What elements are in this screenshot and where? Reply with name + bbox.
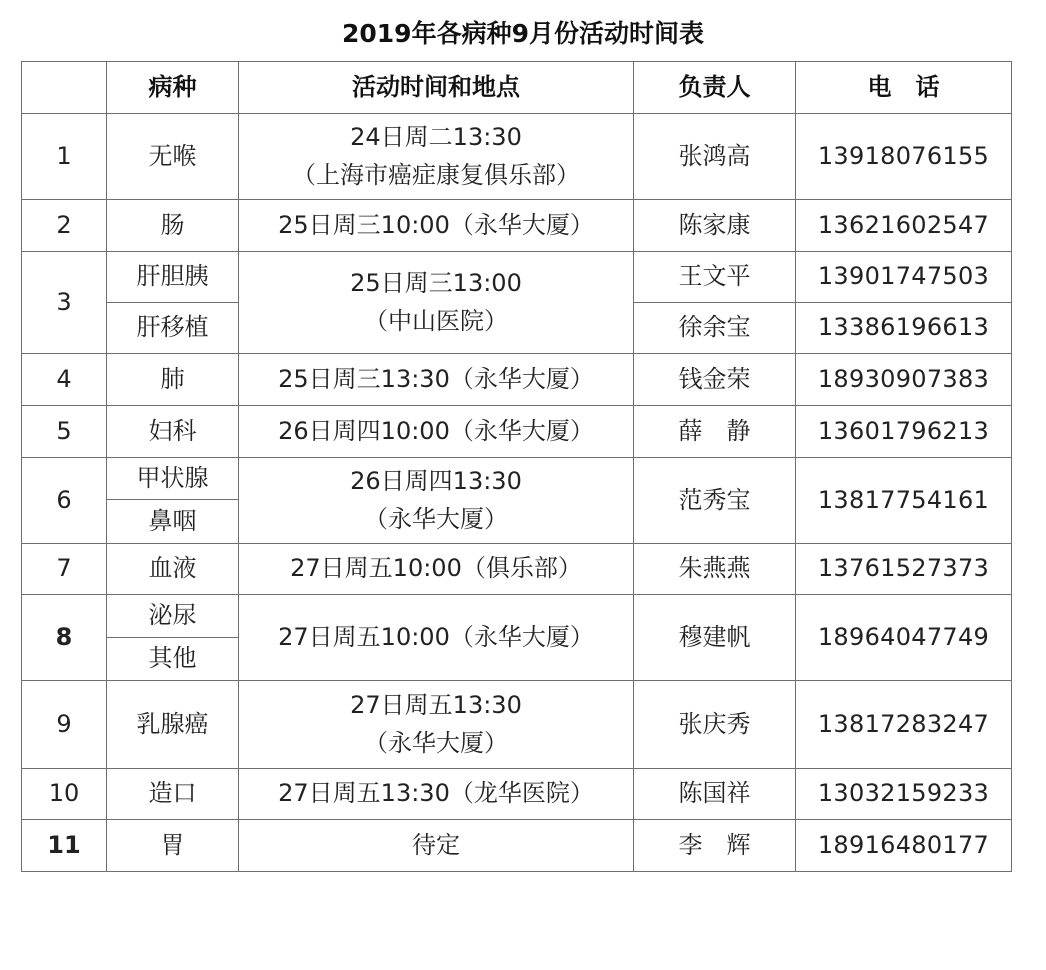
row-index: 2 — [22, 200, 107, 252]
person-cell: 钱金荣 — [634, 354, 796, 406]
phone-cell: 13817754161 — [796, 458, 1012, 544]
place-line: （中山医院） — [364, 306, 508, 335]
header-index — [22, 62, 107, 114]
page-title: 2019年各病种9月份活动时间表 — [342, 19, 704, 48]
schedule-table — [21, 61, 1012, 872]
phone-cell: 13817283247 — [796, 681, 1012, 769]
phone-cell: 13386196613 — [796, 303, 1012, 354]
phone-cell: 18916480177 — [796, 820, 1012, 872]
header-phone: 电 话 — [796, 62, 1012, 114]
phone-cell: 13621602547 — [796, 200, 1012, 252]
table-row — [22, 769, 1012, 820]
row-index: 8 — [22, 595, 107, 681]
phone-cell: 18930907383 — [796, 354, 1012, 406]
phone-cell: 18964047749 — [796, 595, 1012, 681]
time-line: 24日周二13:30 — [350, 123, 522, 152]
time-place-cell: 25日周三13:30（永华大厦） — [239, 354, 634, 406]
phone-cell: 13601796213 — [796, 406, 1012, 458]
disease-cell: 肺 — [107, 354, 239, 406]
time-place-cell — [239, 252, 634, 354]
row-index: 3 — [22, 252, 107, 354]
header-person: 负责人 — [634, 62, 796, 114]
disease-cell: 无喉 — [107, 114, 239, 200]
disease-cell: 造口 — [107, 769, 239, 820]
place-line: （永华大厦） — [364, 504, 508, 533]
table-row — [22, 681, 1012, 769]
table-row — [22, 354, 1012, 406]
time-place-cell: 27日周五10:00（永华大厦） — [239, 595, 634, 681]
time-line: 27日周五13:30 — [350, 691, 522, 720]
time-line: 25日周三13:00 — [350, 269, 522, 298]
person-cell: 陈国祥 — [634, 769, 796, 820]
person-cell: 张庆秀 — [634, 681, 796, 769]
row-index: 6 — [22, 458, 107, 544]
row-index: 9 — [22, 681, 107, 769]
table-header-row — [22, 62, 1012, 114]
disease-cell: 泌尿 — [107, 595, 239, 638]
row-index: 5 — [22, 406, 107, 458]
time-place-cell: 27日周五13:30（龙华医院） — [239, 769, 634, 820]
disease-cell: 妇科 — [107, 406, 239, 458]
place-line: （永华大厦） — [364, 728, 508, 757]
header-disease: 病种 — [107, 62, 239, 114]
disease-cell: 肝胆胰 — [107, 252, 239, 303]
time-place-cell: 26日周四10:00（永华大厦） — [239, 406, 634, 458]
row-index: 7 — [22, 544, 107, 595]
disease-cell: 肝移植 — [107, 303, 239, 354]
person-cell: 王文平 — [634, 252, 796, 303]
person-cell: 朱燕燕 — [634, 544, 796, 595]
disease-cell: 甲状腺 — [107, 458, 239, 500]
row-index: 10 — [22, 769, 107, 820]
table-row — [22, 595, 1012, 638]
person-cell: 李 辉 — [634, 820, 796, 872]
person-cell: 张鸿高 — [634, 114, 796, 200]
person-cell: 陈家康 — [634, 200, 796, 252]
phone-cell: 13032159233 — [796, 769, 1012, 820]
time-place-cell: 27日周五10:00（俱乐部） — [239, 544, 634, 595]
disease-cell: 乳腺癌 — [107, 681, 239, 769]
header-time-place: 活动时间和地点 — [239, 62, 634, 114]
disease-cell: 肠 — [107, 200, 239, 252]
time-place-cell: 待定 — [239, 820, 634, 872]
time-place-cell — [239, 681, 634, 769]
table-row — [22, 544, 1012, 595]
row-index: 11 — [22, 820, 107, 872]
table-row — [22, 820, 1012, 872]
disease-cell: 血液 — [107, 544, 239, 595]
phone-cell: 13901747503 — [796, 252, 1012, 303]
person-cell: 范秀宝 — [634, 458, 796, 544]
person-cell: 薛 静 — [634, 406, 796, 458]
phone-cell: 13761527373 — [796, 544, 1012, 595]
person-cell: 徐余宝 — [634, 303, 796, 354]
time-place-cell — [239, 114, 634, 200]
table-row — [22, 458, 1012, 500]
table-row — [22, 406, 1012, 458]
table-row — [22, 114, 1012, 200]
disease-cell: 鼻咽 — [107, 500, 239, 544]
row-index: 1 — [22, 114, 107, 200]
time-line: 26日周四13:30 — [350, 467, 522, 496]
time-place-cell — [239, 458, 634, 544]
row-index: 4 — [22, 354, 107, 406]
disease-cell: 胃 — [107, 820, 239, 872]
person-cell: 穆建帆 — [634, 595, 796, 681]
time-place-cell: 25日周三10:00（永华大厦） — [239, 200, 634, 252]
table-row — [22, 200, 1012, 252]
disease-cell: 其他 — [107, 638, 239, 681]
table-row — [22, 252, 1012, 303]
place-line: （上海市癌症康复俱乐部） — [292, 160, 580, 189]
phone-cell: 13918076155 — [796, 114, 1012, 200]
